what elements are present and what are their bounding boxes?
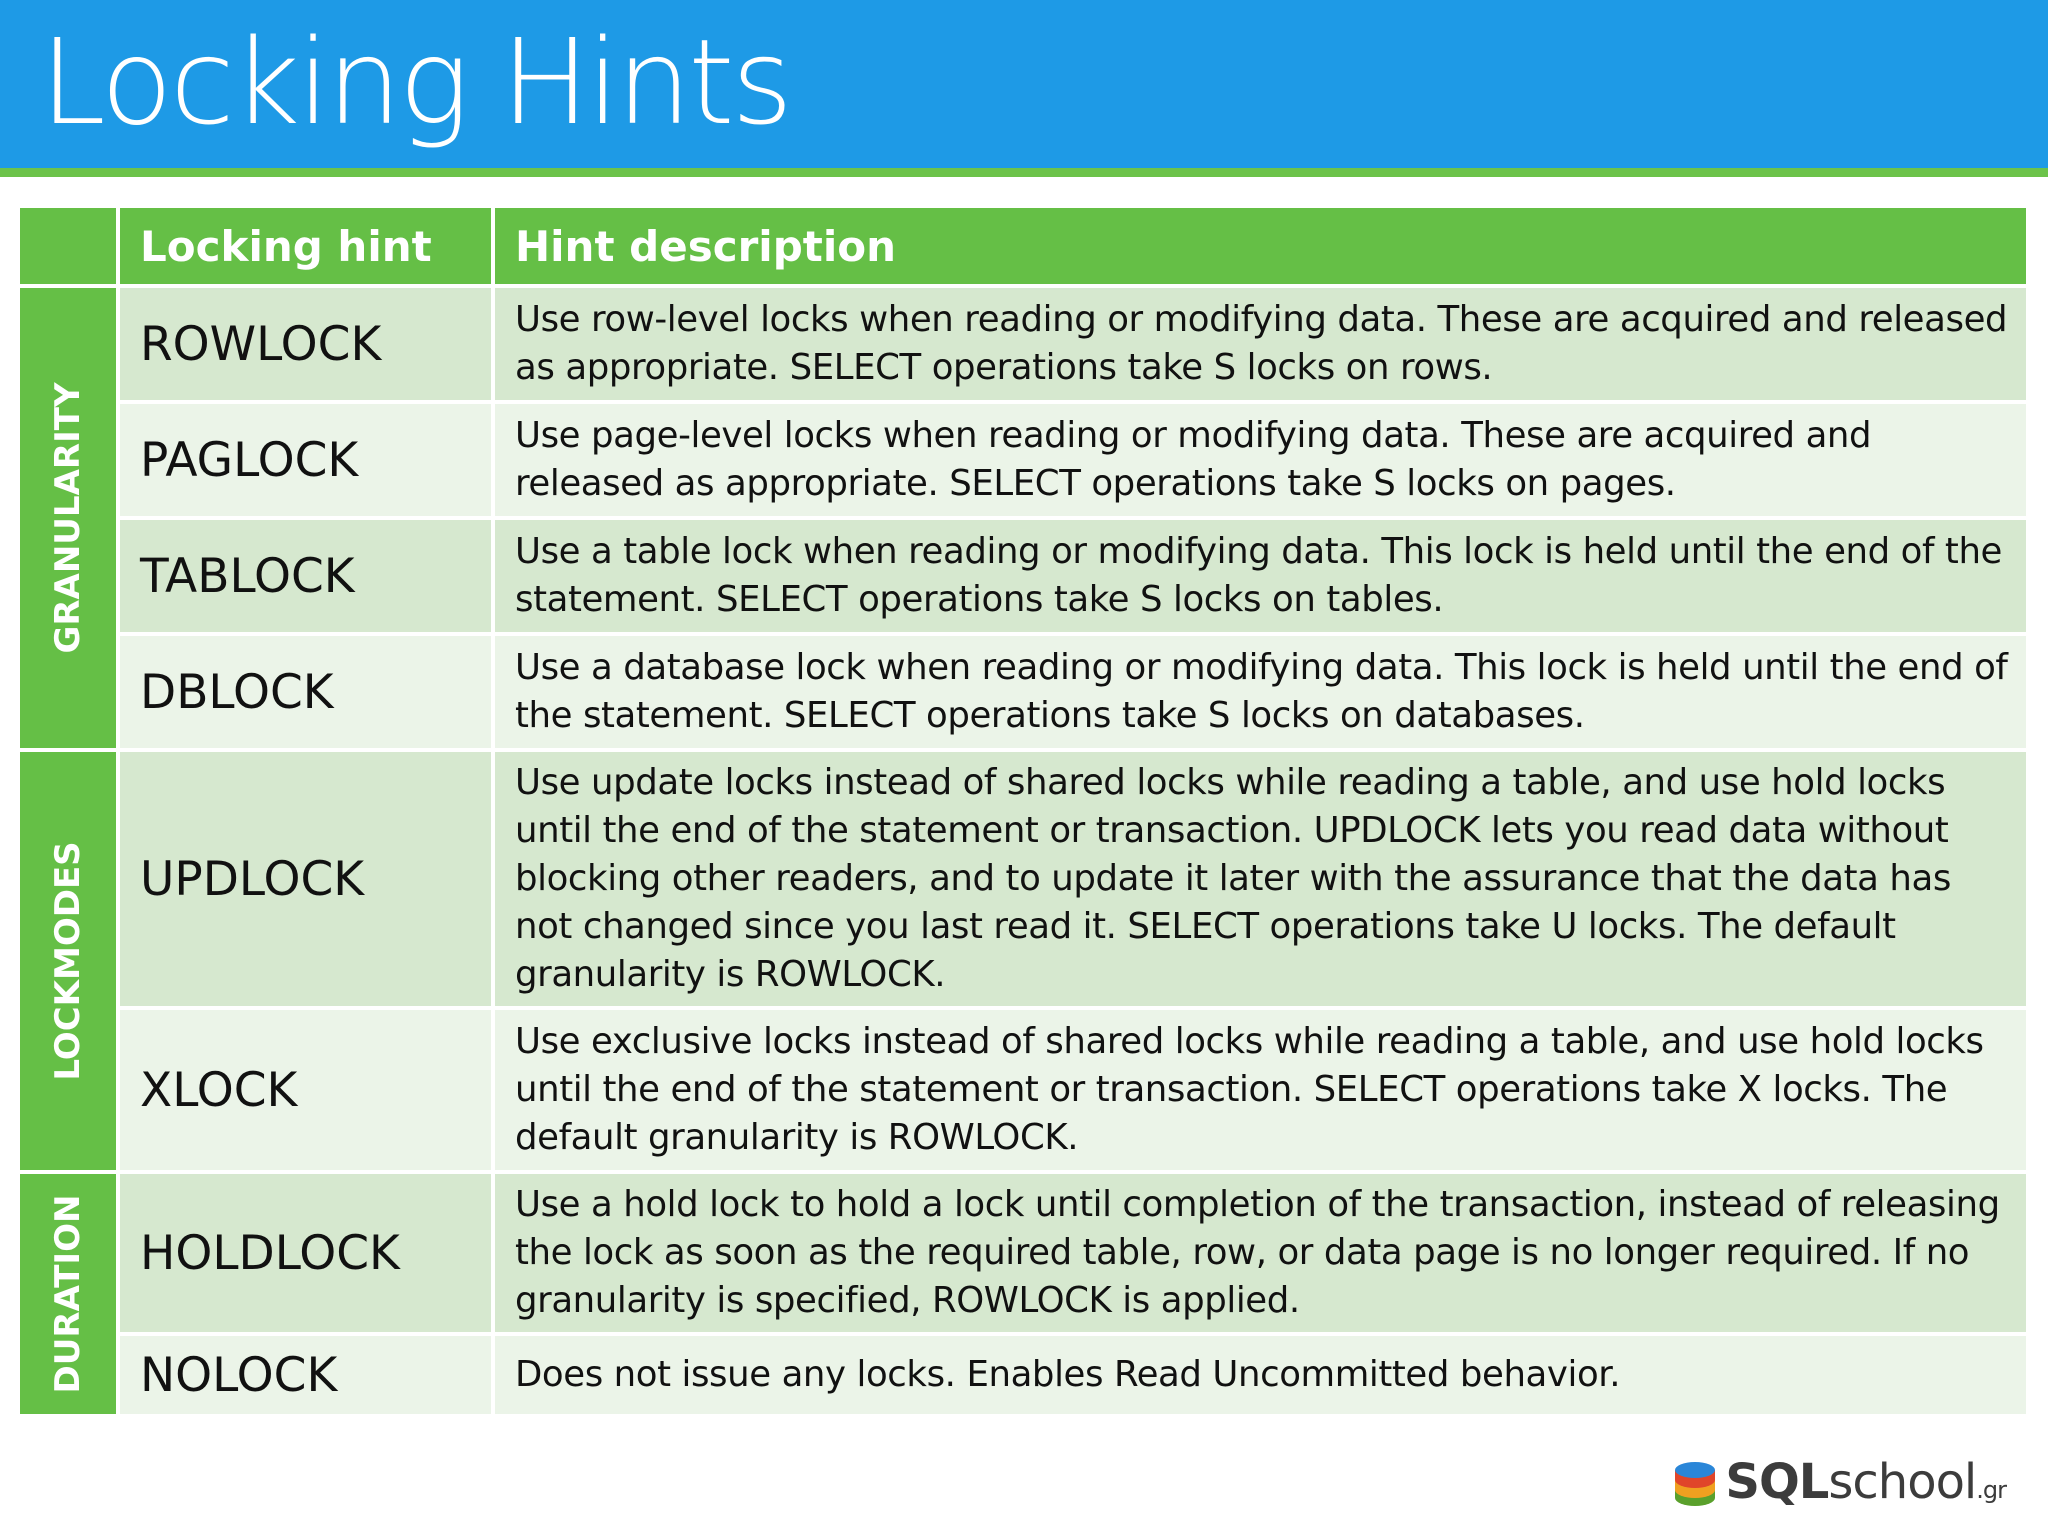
hint-name: PAGLOCK [120, 404, 491, 516]
hint-name: TABLOCK [120, 520, 491, 632]
table-row [20, 1174, 2026, 1332]
table-row [20, 636, 2026, 748]
locking-hints-table [16, 204, 2030, 1418]
database-stack-icon [1673, 1456, 1717, 1508]
table-row [20, 520, 2026, 632]
hint-description: Use update locks instead of shared locks while reading a table, and use hold locks until the end of the statement or transaction. UPDLOCK lets you read data without blocking other readers, and to update it later with the assurance that the data has not changed since you last read it. SELECT operations take U locks. The default granularity is ROWLOCK. [495, 752, 2026, 1006]
category-lockmodes [20, 752, 116, 1170]
hint-description: Does not issue any locks. Enables Read Uncommitted behavior. [495, 1336, 2026, 1414]
hint-description: Use exclusive locks instead of shared locks while reading a table, and use hold locks until the end of the statement or transaction. SELECT operations take X locks. The default granularity is ROWLOCK. [495, 1010, 2026, 1170]
hint-description: Use a table lock when reading or modifying data. This lock is held until the end of the statement. SELECT operations take S locks on tables. [495, 520, 2026, 632]
table-row [20, 1336, 2026, 1414]
table-row [20, 1010, 2026, 1170]
header-category-cell [20, 208, 116, 284]
hint-name: HOLDLOCK [120, 1174, 491, 1332]
page-title: Locking Hints [40, 13, 791, 151]
hint-description: Use a hold lock to hold a lock until completion of the transaction, instead of releasing the lock as soon as the required table, row, or data page is no longer required. If no granularity is specified, ROWLOCK is applied. [495, 1174, 2026, 1332]
table-row [20, 288, 2026, 400]
hint-description: Use row-level locks when reading or modifying data. These are acquired and released as appropriate. SELECT operations take S locks on rows. [495, 288, 2026, 400]
hint-name: NOLOCK [120, 1336, 491, 1414]
category-label: GRANULARITY [48, 382, 88, 654]
hint-name: ROWLOCK [120, 288, 491, 400]
logo-wordmark: SQLschool.gr [1725, 1454, 2006, 1510]
table-header-row [20, 208, 2026, 284]
hint-name: UPDLOCK [120, 752, 491, 1006]
hint-description: Use a database lock when reading or modifying data. This lock is held until the end of the statement. SELECT operations take S locks on databases. [495, 636, 2026, 748]
category-granularity [20, 288, 116, 748]
header-description: Hint description [495, 208, 2026, 284]
table-row [20, 404, 2026, 516]
category-label: LOCKMODES [48, 841, 88, 1081]
hint-name: DBLOCK [120, 636, 491, 748]
hint-description: Use page-level locks when reading or modifying data. These are acquired and released as appropriate. SELECT operations take S locks on pages. [495, 404, 2026, 516]
header-hint: Locking hint [120, 208, 491, 284]
hint-name: XLOCK [120, 1010, 491, 1170]
category-label: DURATION [48, 1194, 88, 1394]
sqlschool-logo [1673, 1452, 2006, 1512]
title-underline [0, 168, 2048, 177]
category-duration [20, 1174, 116, 1414]
table-row [20, 752, 2026, 1006]
